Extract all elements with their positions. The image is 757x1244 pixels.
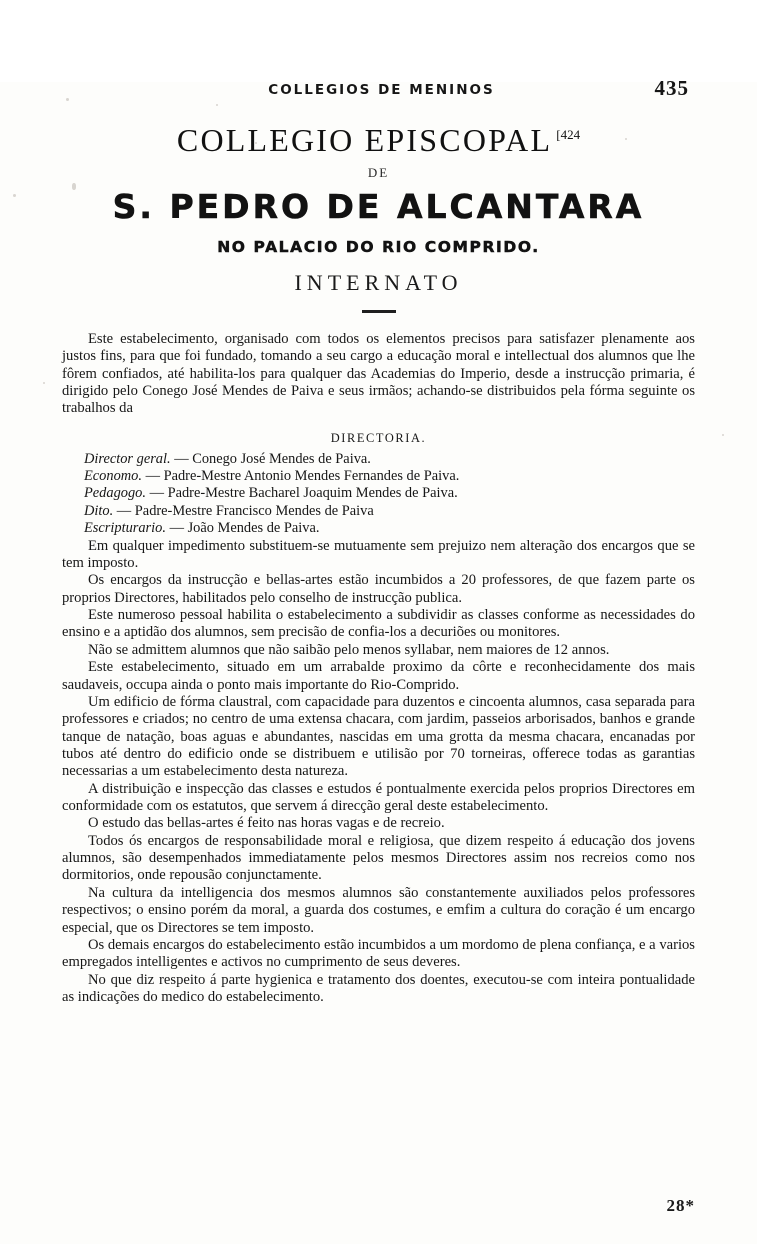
roster-dash: — [174, 450, 189, 467]
body-paragraph: Os encargos da instrucção e bellas-artes estão incumbidos a 20 professores, de que fazem parte os proprios Directores, habilitados pelo conselho de instrucção publica. [62, 572, 695, 606]
roster-entry [84, 485, 695, 502]
signature-mark: 28* [666, 1196, 695, 1215]
document-body [62, 331, 695, 1006]
roster-dash: — [145, 467, 160, 484]
body-paragraph: Um edificio de fórma claustral, com capacidade para duzentos e cincoenta alumnos, casa separada para professores e criados; no centro de uma extensa chacara, com jardim, passeios arborisados, banhos e grande tanque de natação, boas aguas e abundantes, nascidas em uma grotta da mesma chacara, encanadas por tubos até dentro do edificio onde se distribuem e utilisão por 70 torneiras, offerece todas as garantias necessarias a um estabelecimento desta natureza. [62, 693, 695, 780]
intro-paragraph: Este estabelecimento, organisado com todos os elementos precisos para satisfazer plenamente aos justos fins, para que foi fundado, tomando a seu cargo a educação moral e intellectual dos alumnos que lhe fôrem confiados, até habilita-los para qualquer das Academias do Imperio, desde a instrucção primaria, é dirigido pelo Conego José Mendes de Paiva e seus irmãos; achando-se distribuidos pela fórma seguinte os trabalhos da [62, 331, 695, 417]
running-head [62, 76, 695, 104]
title-saint-name: S. PEDRO DE ALCANTARA [112, 187, 645, 226]
paper-speck [722, 434, 724, 436]
title-de: DE [367, 165, 390, 180]
roster-role: Dito. [84, 502, 114, 519]
roster-entry [84, 520, 695, 537]
roster-dash: — [116, 502, 132, 519]
body-paragraph: Não se admittem alumnos que não saibão pelo menos syllabar, nem maiores de 12 annos. [88, 641, 610, 658]
roster-entry [84, 503, 695, 520]
body-paragraph: Este numeroso pessoal habilita o estabelecimento a subdividir as classes conforme as necessidades do ensino e a aptidão dos alumnos, sem precisão de confia-los a decuriões ou monitores. [62, 607, 695, 641]
roster-dash: — [169, 520, 184, 537]
paper-speck [43, 382, 45, 384]
title-main-text: COLLEGIO EPISCOPAL [176, 122, 553, 158]
page-number: 435 [654, 76, 689, 100]
body-paragraph: A distribuição e inspecção das classes e estudos é pontualmente exercida pelos proprios Directores em conformidade com os estatutos, que servem á direcção geral deste estabelecimento. [62, 780, 695, 815]
roster-name: João Mendes de Paiva. [187, 520, 320, 537]
roster-name: Padre-Mestre Francisco Mendes de Paiva [134, 502, 374, 519]
directoria-roster [84, 451, 695, 538]
body-paragraph: Em qualquer impedimento substituem-se mutuamente sem prejuizo nem alteração dos encargos que se tem imposto. [62, 537, 695, 572]
body-paragraph: Este estabelecimento, situado em um arrabalde proximo da côrte e reconhecidamente dos mais saudaveis, occupa ainda o ponto mais importante do Rio-Comprido. [62, 659, 695, 693]
body-paragraph: Os demais encargos do estabelecimento estão incumbidos a um mordomo de plena confiança, e a varios empregados intelligentes e activos no cumprimento de seus deveres. [62, 936, 695, 971]
roster-entry [84, 451, 695, 468]
title-palace-location: NO PALACIO DO RIO COMPRIDO. [217, 238, 540, 256]
body-paragraph: Na cultura da intelligencia dos mesmos alumnos são constantemente auxiliados pelos professores respectivos; o ensino porém da moral, a guarda dos costumes, e emfim a cultura do coração é um encargo especial, que os Directores se tem imposto. [62, 884, 695, 936]
title-internato: INTERNATO [294, 270, 463, 295]
running-head-title: COLLEGIOS DE MENINOS [268, 82, 495, 98]
divider-rule [362, 310, 396, 313]
paper-speck [216, 104, 218, 106]
roster-role: Director geral. [84, 450, 171, 467]
roster-name: Padre-Mestre Antonio Mendes Fernandes de Paiva. [163, 467, 460, 484]
paper-speck [13, 194, 16, 197]
body-paragraph: Todos ós encargos de responsabilidade moral e religiosa, que dizem respeito á educação dos jovens alumnos, são desempenhados immediatamente pelos mesmos Directores assim nos recreios como nos dormitorios, onde repousão conjunctamente. [62, 832, 695, 884]
document-page [0, 76, 757, 1244]
title-footnote-mark: [424 [556, 127, 581, 143]
roster-entry [84, 468, 695, 485]
title-collegio-episcopal [62, 122, 695, 159]
body-paragraph: No que diz respeito á parte hygienica e tratamento dos doentes, executou-se com inteira pontualidade as indicações do medico do estabelecimento. [62, 971, 695, 1005]
roster-name: Conego José Mendes de Paiva. [192, 450, 371, 467]
section-heading-directoria: DIRECTORIA. [330, 430, 427, 445]
body-paragraph: O estudo das bellas-artes é feito nas horas vagas e de recreio. [88, 815, 445, 832]
roster-role: Escripturario. [84, 520, 166, 537]
roster-role: Pedagogo. [84, 485, 146, 502]
roster-name: Padre-Mestre Bacharel Joaquim Mendes de Paiva. [167, 485, 458, 502]
roster-role: Economo. [84, 467, 142, 484]
roster-dash: — [149, 485, 164, 502]
paper-speck [72, 183, 76, 190]
